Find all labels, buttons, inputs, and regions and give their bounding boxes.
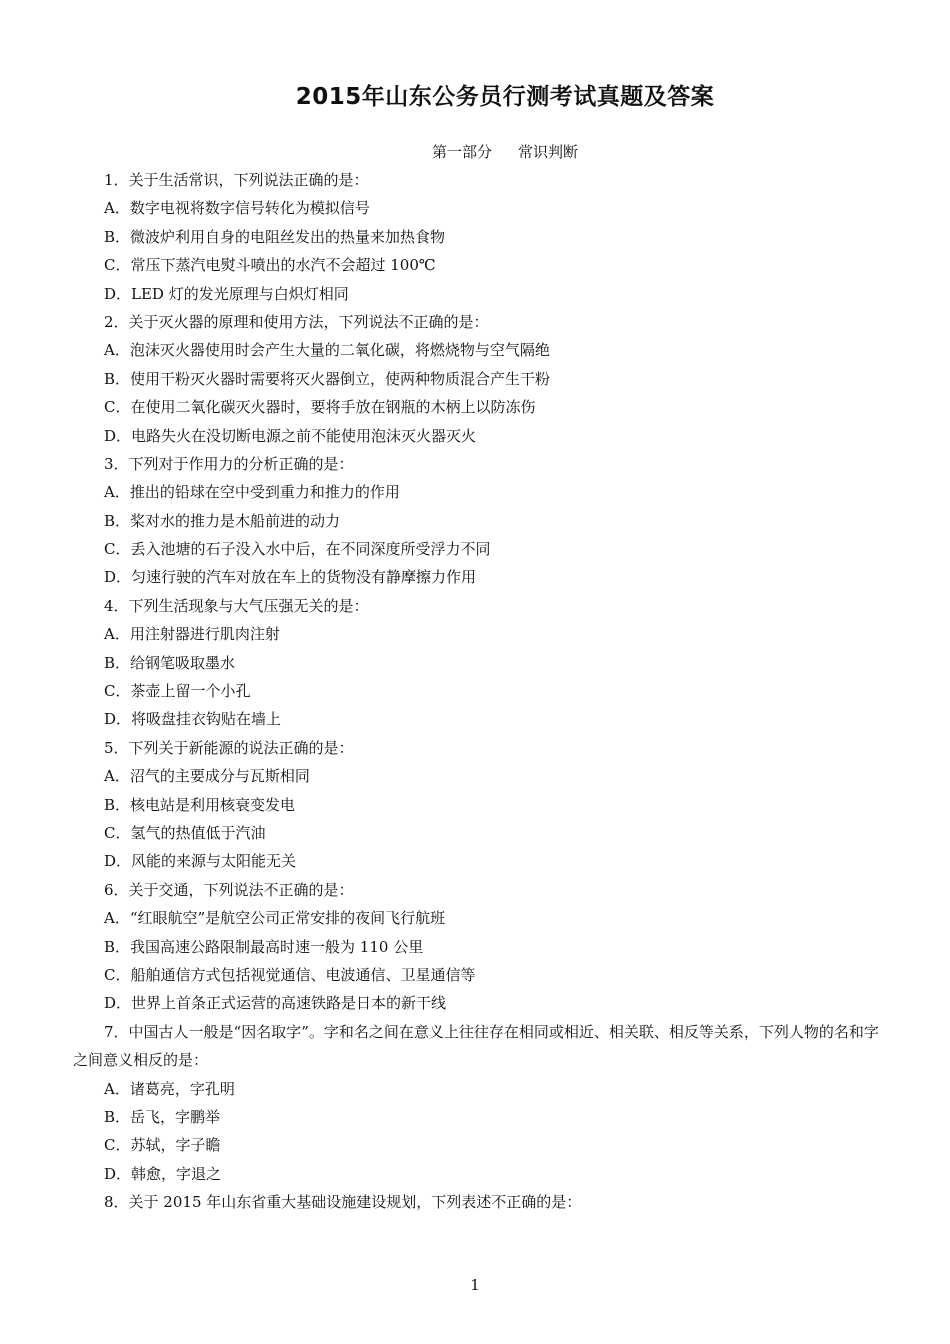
option-5d: D．风能的来源与太阳能无关 — [104, 852, 297, 871]
option-5c: C．氢气的热值低于汽油 — [104, 823, 266, 842]
option-2b: B．使用干粉灭火器时需要将灭火器倒立，使两种物质混合产生干粉 — [104, 369, 551, 388]
option-5a: A．沼气的主要成分与瓦斯相同 — [104, 767, 310, 786]
question-list — [73, 166, 883, 1216]
option-1c: C．常压下蒸汽电熨斗喷出的水汽不会超过 100℃ — [104, 256, 436, 275]
option-7d: D．韩愈，字退之 — [104, 1164, 222, 1183]
option-3a: A．推出的铅球在空中受到重力和推力的作用 — [104, 483, 400, 502]
option-7b: B．岳飞，字鹏举 — [104, 1107, 221, 1126]
question-7: 7．中国古人一般是“因名取字”。字和名之间在意义上往往存在相同或相近、相关联、相反等关系，下列人物的名和字之间意义相反的是： — [73, 1022, 879, 1070]
question-1: 1．关于生活常识，下列说法正确的是： — [104, 171, 369, 189]
question-4: 4．下列生活现象与大气压强无关的是： — [104, 596, 369, 615]
question-8: 8．关于 2015 年山东省重大基础设施建设规划，下列表述不正确的是： — [104, 1193, 582, 1212]
option-2d: D．电路失火在没切断电源之前不能使用泡沫灭火器灭火 — [104, 426, 477, 445]
option-3d: D．匀速行驶的汽车对放在车上的货物没有静摩擦力作用 — [104, 568, 477, 587]
option-6d: D．世界上首条正式运营的高速铁路是日本的新干线 — [104, 994, 447, 1013]
option-4d: D．将吸盘挂衣钩贴在墙上 — [104, 710, 282, 729]
option-1b: B．微波炉利用自身的电阻丝发出的热量来加热食物 — [104, 227, 446, 246]
option-7a: A．诸葛亮，字孔明 — [104, 1079, 235, 1098]
option-6a: A．“红眼航空”是航空公司正常安排的夜间飞行航班 — [104, 909, 446, 928]
question-3: 3．下列对于作用力的分析正确的是： — [104, 454, 354, 473]
option-3c: C．丢入池塘的石子没入水中后，在不同深度所受浮力不同 — [104, 540, 491, 559]
question-5: 5．下列关于新能源的说法正确的是： — [104, 738, 354, 757]
section-heading — [0, 141, 950, 162]
option-1a: A．数字电视将数字信号转化为模拟信号 — [104, 199, 370, 218]
section-name: 常识判断 — [518, 143, 579, 161]
option-2a: A．泡沫灭火器使用时会产生大量的二氧化碳，将燃烧物与空气隔绝 — [104, 341, 550, 360]
option-1d: D．LED 灯的发光原理与白炽灯相同 — [104, 284, 349, 303]
option-2c: C．在使用二氧化碳灭火器时，要将手放在钢瓶的木柄上以防冻伤 — [104, 398, 536, 417]
page-number: 1 — [470, 1276, 480, 1294]
option-5b: B．核电站是利用核衰变发电 — [104, 795, 296, 814]
option-6c: C．船舶通信方式包括视觉通信、电波通信、卫星通信等 — [104, 965, 476, 984]
section-part: 第一部分 — [431, 143, 492, 161]
option-4c: C．茶壶上留一个小孔 — [104, 682, 251, 701]
option-4b: B．给钢笔吸取墨水 — [104, 653, 236, 672]
option-6b: B．我国高速公路限制最高时速一般为 110 公里 — [104, 937, 424, 956]
document-title: 2015年山东公务员行测考试真题及答案 — [295, 84, 715, 110]
option-4a: A．用注射器进行肌肉注射 — [104, 625, 280, 644]
option-7c: C．苏轼，字子瞻 — [104, 1136, 221, 1155]
question-2: 2．关于灭火器的原理和使用方法，下列说法不正确的是： — [104, 312, 489, 331]
option-3b: B．桨对水的推力是木船前进的动力 — [104, 511, 341, 530]
question-6: 6．关于交通，下列说法不正确的是： — [104, 880, 354, 899]
